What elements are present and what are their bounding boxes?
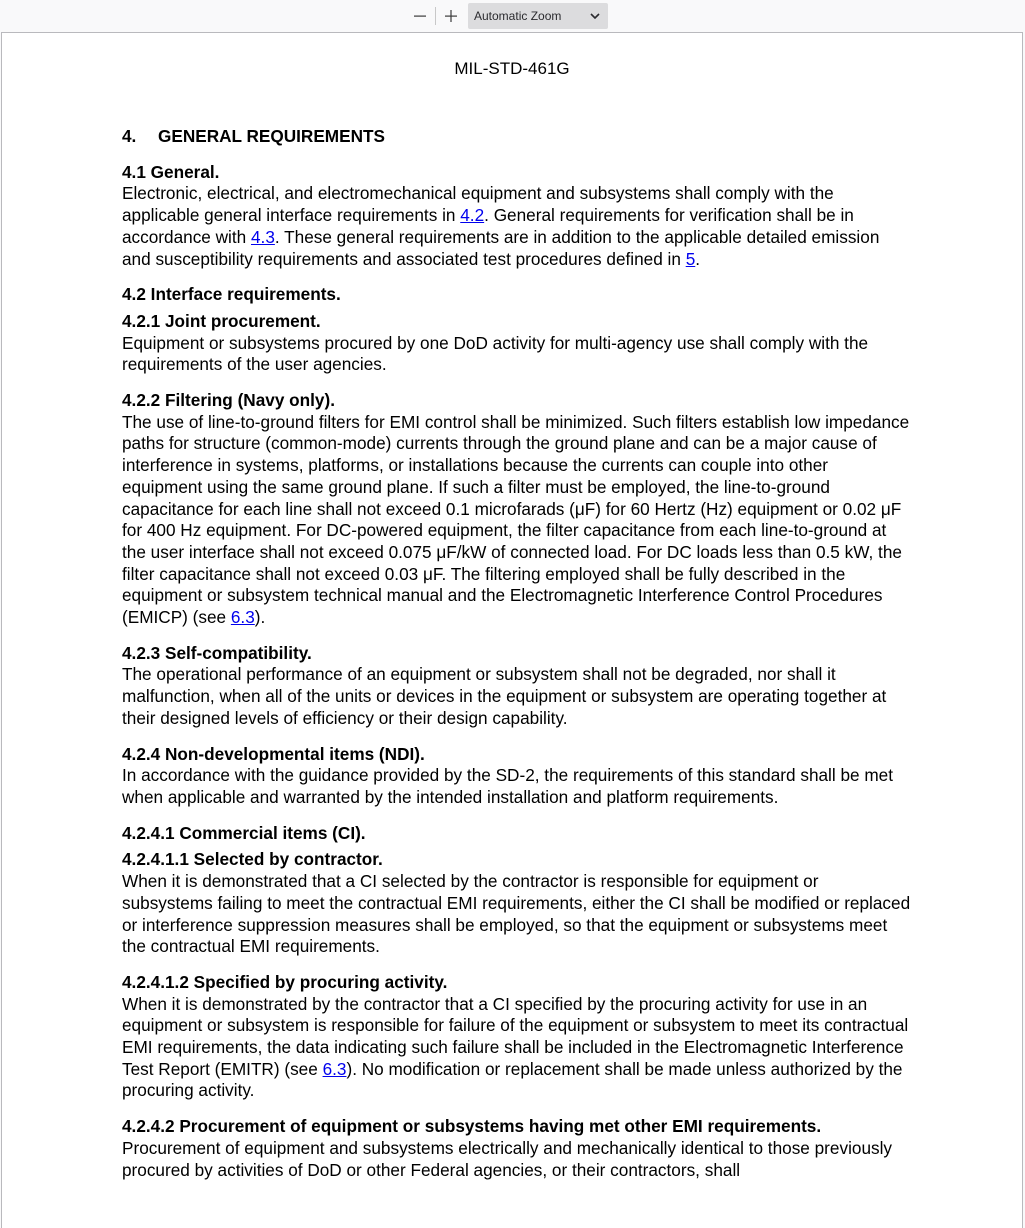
paragraph-4-2-4-1-2 bbox=[122, 994, 912, 1103]
zoom-select[interactable] bbox=[468, 3, 608, 29]
page-content bbox=[122, 126, 912, 1195]
text-run: . These general requirements are in addition to the applicable detailed emission and susceptibility requirements and associated test procedures defined in bbox=[122, 226, 880, 269]
text-run: ). No modification or replacement shall be made unless authorized by the procuring activity. bbox=[122, 1058, 903, 1101]
text-run: The use of line-to-ground filters for EMI control shall be minimized. Such filters establish low impedance paths for structure (common-mode) currents through the ground plane and can be a major cause of interference in systems, platforms, or installations because the currents can couple into other equipment using the same ground plane. If such a filter must be employed, the line-to-ground capacitance for each line shall not exceed 0.1 microfarads (μF) for 60 Hertz (Hz) equipment or 0.02 μF for 400 Hz equipment. For DC-powered equipment, the filter capacitance from each line-to-ground at the user interface shall not exceed 0.075 μF/kW of connected load. For DC loads less than 0.5 kW, the filter capacitance shall not exceed 0.03 μF. The filtering employed shall be fully described in the equipment or subsystem technical manual and the Electromagnetic Interference Control Procedures (EMICP) (see bbox=[122, 411, 910, 628]
paragraph-4-2-4: In accordance with the guidance provided by the SD-2, the requirements of this standard shall be met when applicable and warranted by the intended installation and platform requirements. bbox=[122, 765, 894, 807]
heading-4-2-4-2: 4.2.4.2 Procurement of equipment or subsystems having met other EMI requirements. bbox=[122, 1116, 822, 1137]
toolbar-separator bbox=[435, 7, 436, 25]
zoom-in-button[interactable] bbox=[439, 3, 463, 29]
document-header: MIL-STD-461G bbox=[454, 59, 570, 78]
pdf-toolbar bbox=[0, 0, 1025, 32]
zoom-select-value: Automatic Zoom bbox=[474, 9, 562, 23]
section-number: 4. bbox=[122, 126, 137, 146]
heading-4-2-3: 4.2.3 Self-compatibility. bbox=[122, 642, 312, 663]
zoom-controls bbox=[408, 3, 608, 29]
text-run: Electronic, electrical, and electromechanical equipment and subsystems shall comply with the applicable general interface requirements in bbox=[122, 183, 834, 226]
paragraph-4-1 bbox=[122, 183, 912, 270]
heading-4-1: 4.1 General. bbox=[122, 161, 220, 182]
pdf-page bbox=[1, 32, 1023, 1228]
text-run: . bbox=[695, 248, 701, 269]
text-run: . General requirements for verification shall be in accordance with bbox=[122, 205, 854, 247]
paragraph-4-2-1: Equipment or subsystems procured by one DoD activity for multi-agency use shall comply with the requirements of the user agencies. bbox=[122, 332, 869, 375]
link-6-3[interactable]: 6.3 bbox=[230, 607, 255, 628]
text-run: When it is demonstrated by the contractor that a CI specified by the procuring activity for use in an equipment or subsystem is responsible for failure of the equipment or subsystem to meet its contractual EMI requirements, the data indicating such failure shall be included in the Electromagnetic Interference Test Report (EMITR) (see bbox=[122, 993, 909, 1079]
heading-4-2-4-1-2: 4.2.4.1.2 Specified by procuring activity. bbox=[122, 971, 448, 992]
heading-4-2-4-1: 4.2.4.1 Commercial items (CI). bbox=[122, 822, 366, 843]
zoom-out-button[interactable] bbox=[408, 3, 432, 29]
paragraph-4-2-4-1-1: When it is demonstrated that a CI selected by the contractor is responsible for equipment or subsystems failing to meet the contractual EMI requirements, either the CI shall be modified or replaced or interference suppression measures shall be employed, so that the equipment or subsystems meet the contractual EMI requirements. bbox=[122, 871, 911, 957]
paragraph-4-2-4-2: Procurement of equipment and subsystems electrically and mechanically identical to those previously procured by activities of DoD or other Federal agencies, or their contractors, shall bbox=[122, 1137, 893, 1180]
heading-4-2-4-1-1: 4.2.4.1.1 Selected by contractor. bbox=[122, 849, 383, 870]
heading-4-2-1: 4.2.1 Joint procurement. bbox=[122, 310, 321, 331]
section-title: GENERAL REQUIREMENTS bbox=[158, 126, 385, 146]
link-6-3[interactable]: 6.3 bbox=[322, 1058, 347, 1079]
minus-icon bbox=[413, 9, 427, 23]
chevron-down-icon bbox=[590, 13, 600, 19]
heading-4-2-4: 4.2.4 Non-developmental items (NDI). bbox=[122, 743, 425, 764]
paragraph-4-2-3: The operational performance of an equipment or subsystem shall not be degraded, nor shall it malfunction, when all of the units or devices in the equipment or subsystem are operating together at their designed levels of efficiency or their design capability. bbox=[122, 664, 887, 728]
section-heading-4 bbox=[122, 126, 912, 148]
paragraph-4-2-2 bbox=[122, 412, 912, 629]
link-5[interactable]: 5 bbox=[685, 248, 696, 269]
plus-icon bbox=[444, 9, 458, 23]
link-4-3[interactable]: 4.3 bbox=[250, 226, 275, 247]
heading-4-2: 4.2 Interface requirements. bbox=[122, 284, 341, 305]
text-run: ). bbox=[254, 607, 266, 628]
heading-4-2-2: 4.2.2 Filtering (Navy only). bbox=[122, 390, 335, 411]
link-4-2[interactable]: 4.2 bbox=[460, 205, 485, 226]
